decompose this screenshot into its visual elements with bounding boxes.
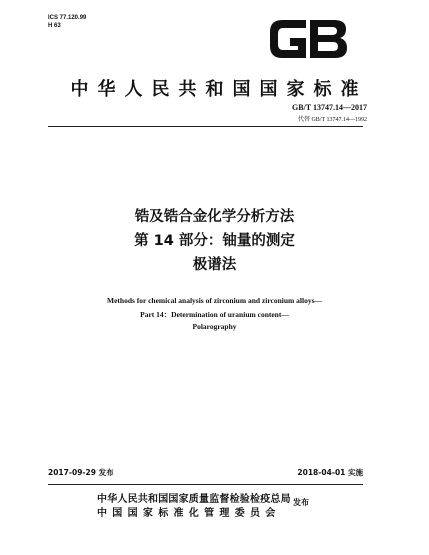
english-title-line-1: Methods for chemical analysis of zirconium and zirconium alloys— <box>107 296 322 305</box>
issuer-line-2: 中国国家标准化管理委员会 <box>97 508 281 519</box>
ics-code: ICS 77.120.99 <box>48 15 87 21</box>
gb-logo-icon <box>266 14 350 64</box>
chinese-title-line-2: 第 14 部分：铀量的测定 <box>134 233 295 249</box>
english-title-line-3: Polarography <box>192 322 237 331</box>
top-divider <box>48 126 363 127</box>
english-title-line-2: Part 14：Determination of uranium content— <box>140 310 289 319</box>
issuer-suffix: 发布 <box>293 498 309 507</box>
chinese-title-line-1: 锆及锆合金化学分析方法 <box>134 209 295 225</box>
classification-codes <box>48 14 86 30</box>
standard-number: GB/T 13747.14—2017 <box>292 103 367 112</box>
ccs-code: H 63 <box>48 23 61 29</box>
issuer-line-1: 中华人民共和国国家质量监督检验检疫总局 <box>97 494 291 505</box>
standard-type-title: 中华人民共和国国家标准 <box>70 79 368 100</box>
implementation-date: 2018-04-01 实施 <box>297 468 363 477</box>
chinese-title-line-3: 极谱法 <box>192 257 237 273</box>
replaces-standard: 代替 GB/T 13747.14—1992 <box>297 117 367 123</box>
issue-date: 2017-09-29 发布 <box>48 468 114 477</box>
bottom-divider <box>48 484 363 485</box>
